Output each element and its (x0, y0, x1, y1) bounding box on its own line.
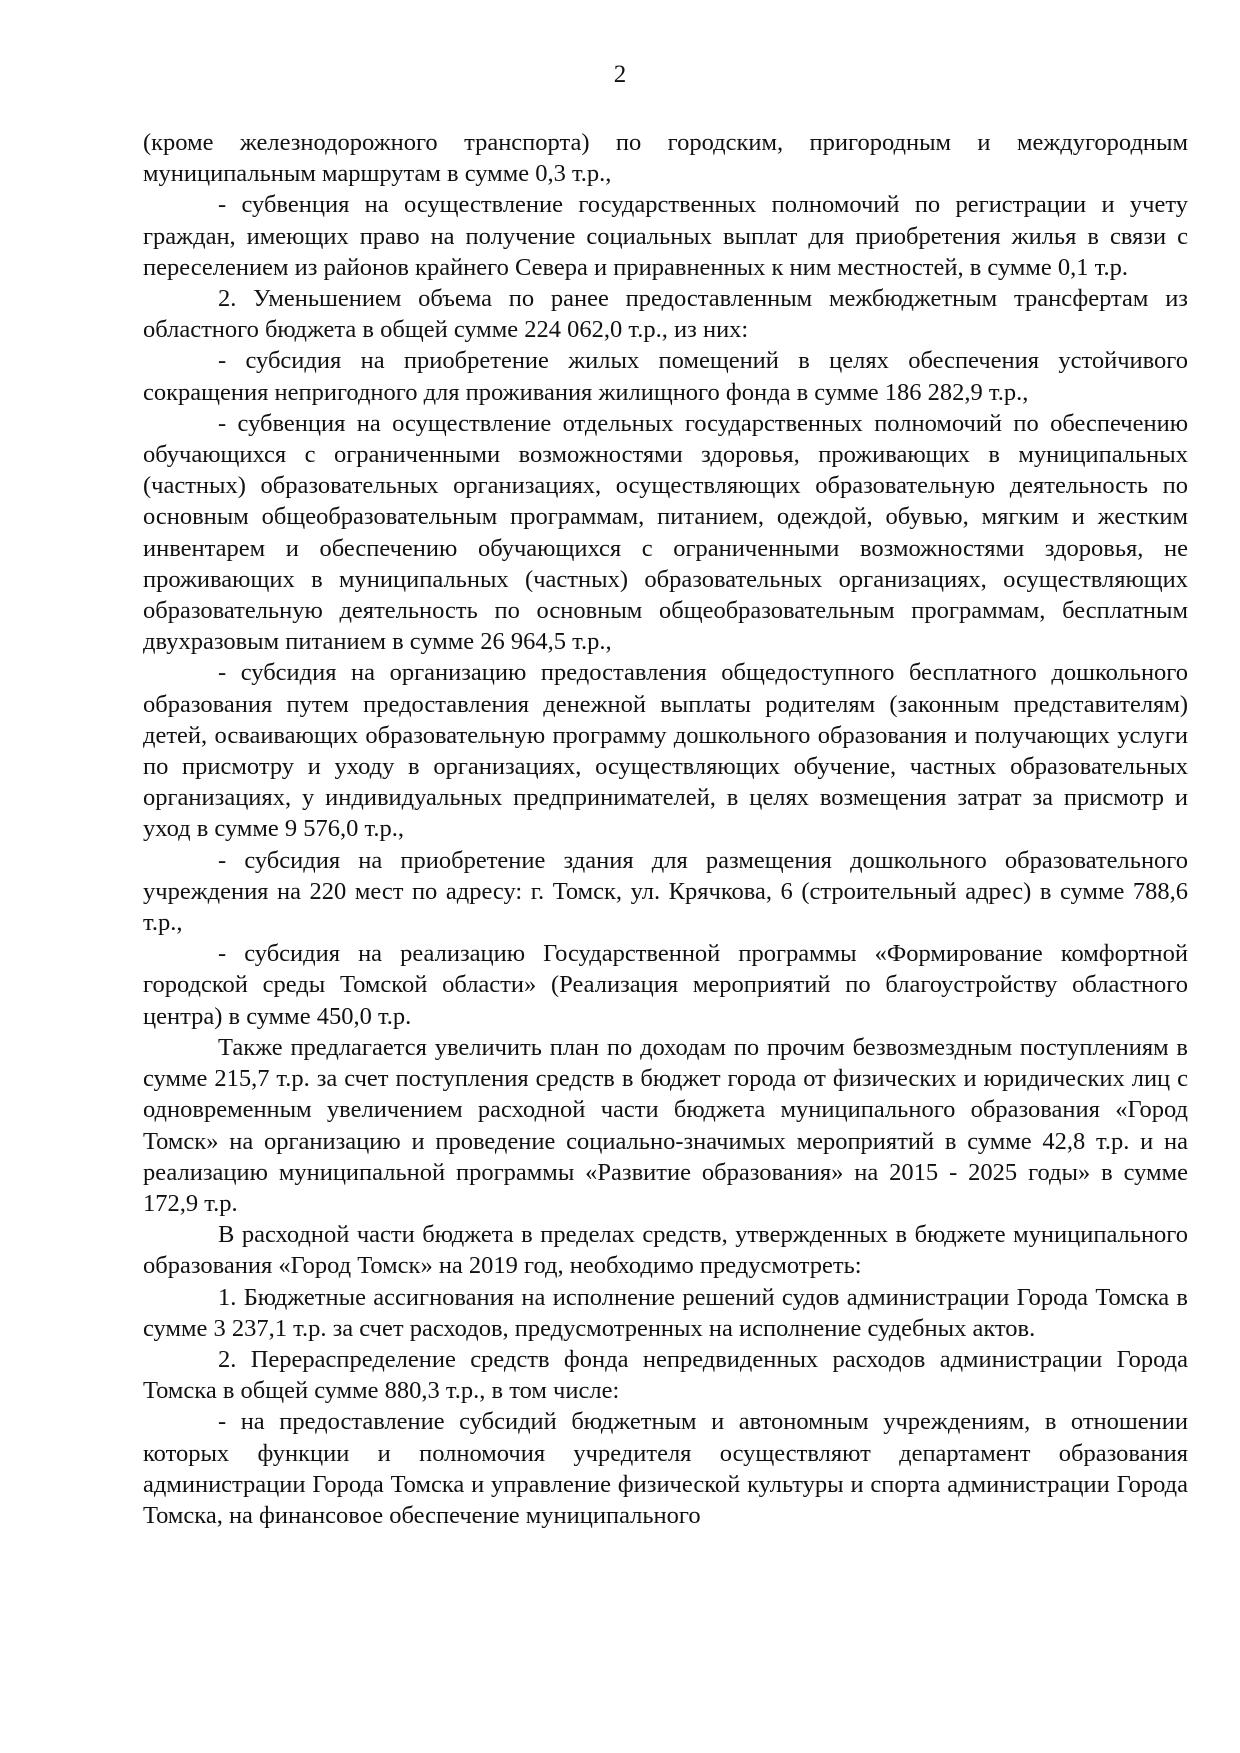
paragraph-expenditure-provision: В расходной части бюджета в пределах средств, утвержденных в бюджете муниципального образования «Город Томск» на 2019 год, необходимо предусмотреть: (143, 1221, 1188, 1280)
paragraph-income-increase: Также предлагается увеличить план по доходам по прочим безвозмездным поступлениям в сумме 215,7 т.р. за счет поступления средств в бюджет города от физических и юридических лиц с одновременным увеличением расходной части бюджета муниципального образования «Город Томск» на организацию и проведение социально-значимых мероприятий в сумме 42,8 т.р. и на реализацию муниципальной программы «Развитие образования» на 2015 - 2025 годы» в сумме 172,9 т.р. (143, 1033, 1188, 1217)
paragraph-subsidy-building: - субсидия на приобретение здания для размещения дошкольного образовательного учреждения на 220 мест по адресу: г. Томск, ул. Крячкова, 6 (строительный адрес) в сумме 788,6 т.р., (143, 846, 1188, 937)
paragraph-subvention-registration: - субвенция на осуществление государственных полномочий по регистрации и учету граждан, имеющих право на получение социальных выплат для приобретения жилья в связи с переселением из районов крайнего Севера и приравненных к ним местностей, в сумме 0,1 т.р. (143, 191, 1188, 281)
paragraph-subsidy-housing: - субсидия на приобретение жилых помещений в целях обеспечения устойчивого сокращения непригодного для проживания жилищного фонда в сумме 186 282,9 т.р., (143, 347, 1188, 406)
paragraph-court-decisions: 1. Бюджетные ассигнования на исполнение решений судов администрации Города Томска в сумме 3 237,1 т.р. за счет расходов, предусмотренных на исполнение судебных актов. (143, 1283, 1188, 1342)
paragraph-subsidy-preschool-payments: - субсидия на организацию предоставления общедоступного бесплатного дошкольного образования путем предоставления денежной выплаты родителям (законным представителям) детей, осваивающих образовательную программу дошкольного образования и получающих услуги по присмотру и уходу в организациях, осуществляющих обучение, частных образовательных организациях, у индивидуальных предпринимателей, в целях возмещения затрат за присмотр и уход в сумме 9 576,0 т.р., (143, 659, 1188, 843)
paragraph-reserve-fund: 2. Перераспределение средств фонда непредвиденных расходов администрации Города Томска в общей сумме 880,3 т.р., в том числе: (143, 1345, 1188, 1405)
paragraph-subsidies-institutions: - на предоставление субсидий бюджетным и автономным учреждениям, в отношении которых функции и полномочия учредителя осуществляют департамент образования администрации Города Томска и управление физической культуры и спорта администрации Города Томска, на финансовое обеспечение муниципального (143, 1408, 1188, 1529)
page-number: 2 (613, 61, 627, 88)
paragraph-subvention-students: - субвенция на осуществление отдельных государственных полномочий по обеспечению обучающихся с ограниченными возможностями здоровья, проживающих в муниципальных (частных) образовательных организациях, осуществляющих образовательную деятельность по основным общеобразовательным программам, питанием, одеждой, обувью, мягким и жестким инвентарем и обеспечению обучающихся с ограниченными возможностями здоровья, не проживающих в муниципальных (частных) образовательных организациях, осуществляющих образовательную деятельность по основным общеобразовательным программам, бесплатным двухразовым питанием в сумме 26 964,5 т.р., (143, 409, 1188, 656)
paragraph-continuation: (кроме железнодорожного транспорта) по городским, пригородным и междугородным муниципальным маршрутам в сумме 0,3 т.р., (143, 129, 1188, 188)
paragraph-reduction-transfers: 2. Уменьшением объема по ранее предоставленным межбюджетным трансфертам из областного бюджета в общей сумме 224 062,0 т.р., из них: (143, 285, 1188, 344)
document-body (143, 127, 1188, 1531)
paragraph-subsidy-urban-environment: - субсидия на реализацию Государственной программы «Формирование комфортной городской среды Томской области» (Реализация мероприятий по благоустройству областного центра) в сумме 450,0 т.р. (143, 940, 1188, 1030)
